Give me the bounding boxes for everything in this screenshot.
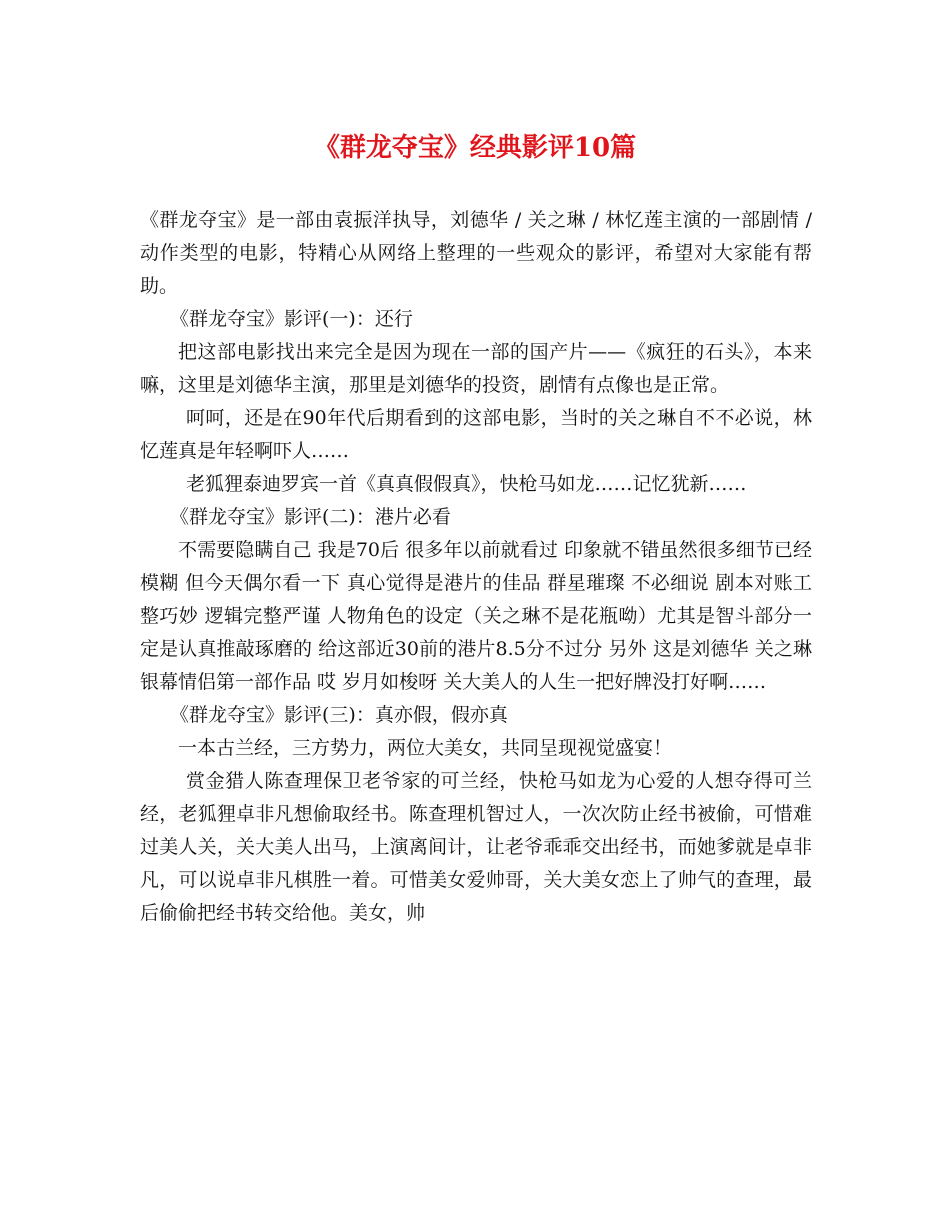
review-heading-2: 《群龙夺宝》影评(二)：港片必看 xyxy=(170,506,451,528)
intro-paragraph: 《群龙夺宝》是一部由袁振洋执导，刘德华 / 关之琳 / 林忆莲主演的一部剧情 / 动作类型的电影，特精心从网络上整理的一些观众的影评，希望对大家能有帮助。 xyxy=(140,209,812,297)
document-body xyxy=(140,204,812,930)
body-paragraph: 把这部电影找出来完全是因为现在一部的国产片——《疯狂的石头》，本来嘛，这里是刘德华主演，那里是刘德华的投资，剧情有点像也是正常。 xyxy=(140,341,812,396)
body-paragraph: 一本古兰经，三方势力，两位大美女，共同呈现视觉盛宴！ xyxy=(178,737,673,759)
review-heading-1: 《群龙夺宝》影评(一)：还行 xyxy=(170,308,413,330)
body-paragraph: 呵呵，还是在90年代后期看到的这部电影，当时的关之琳自不不必说，林忆莲真是年轻啊吓人…… xyxy=(140,407,812,462)
body-paragraph: 老狐狸泰迪罗宾一首《真真假假真》，快枪马如龙……记忆犹新…… xyxy=(186,473,747,495)
body-paragraph: 不需要隐瞒自己 我是70后 很多年以前就看过 印象就不错虽然很多细节已经模糊 但今天偶尔看一下 真心觉得是港片的佳品 群星璀璨 不必细说 剧本对账工整巧妙 逻辑完整严谨 人物角色的设定（关之琳不是花瓶呦）尤其是智斗部分一定是认真推敲琢磨的 给这部近30前的港片8.5分不过分 另外 这是刘德华 关之琳 银幕情侣第一部作品 哎 岁月如梭呀 关大美人的人生一把好牌没打好啊…… xyxy=(140,539,812,693)
body-paragraph: 赏金猎人陈查理保卫老爷家的可兰经，快枪马如龙为心爱的人想夺得可兰经，老狐狸卓非凡想偷取经书。陈查理机智过人，一次次防止经书被偷，可惜难过美人关，关大美人出马，上演离间计，让老爷乖乖交出经书，而她爹就是卓非凡，可以说卓非凡棋胜一着。可惜美女爱帅哥，关大美女恋上了帅气的查理，最后偷偷把经书转交给他。美女，帅 xyxy=(140,770,812,924)
review-heading-3: 《群龙夺宝》影评(三)：真亦假，假亦真 xyxy=(170,704,508,726)
document-title: 《群龙夺宝》经典影评10篇 xyxy=(313,133,637,163)
